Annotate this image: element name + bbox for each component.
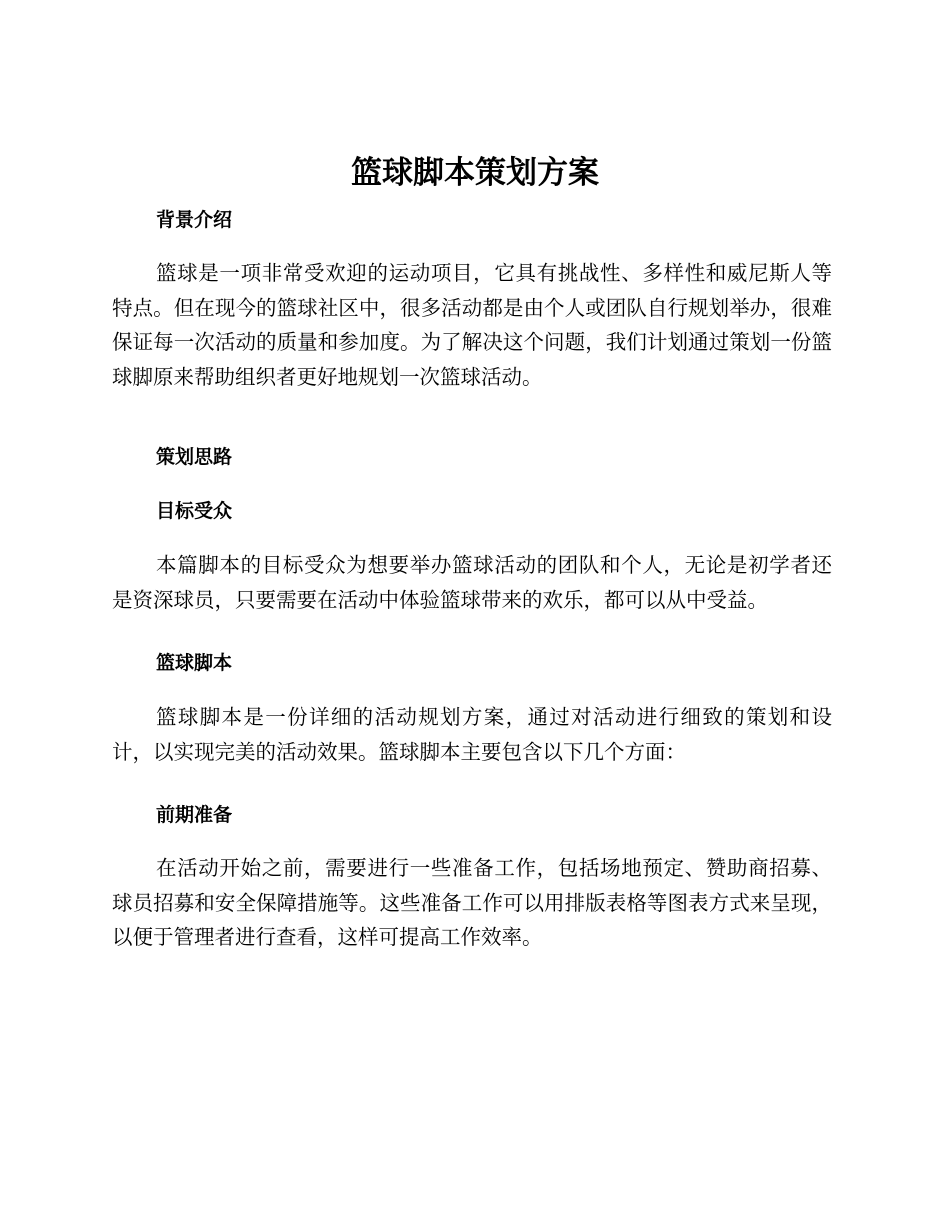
section-heading-background: 背景介绍 [156,209,233,231]
section-heading-preparation: 前期准备 [156,804,233,826]
section-paragraph-preparation: 在活动开始之前，需要进行一些准备工作，包括场地预定、赞助商招募、球员招募和安全保障措施等。这些准备工作可以用排版表格等图表方式来呈现，以便于管理者进行查看，这样可提高工作效率。 [112,856,832,949]
section-heading-basketball-script: 篮球脚本 [156,652,233,674]
section-paragraph-basketball-script: 篮球脚本是一份详细的活动规划方案，通过对活动进行细致的策划和设计，以实现完美的活动效果。篮球脚本主要包含以下几个方面： [112,705,832,764]
section-paragraph-background: 篮球是一项非常受欢迎的运动项目，它具有挑战性、多样性和威尼斯人等特点。但在现今的篮球社区中，很多活动都是由个人或团队自行规划举办，很难保证每一次活动的质量和参加度。为了解决这个问题，我们计划通过策划一份篮球脚原来帮助组织者更好地规划一次篮球活动。 [112,261,832,389]
section-paragraph-target-audience: 本篇脚本的目标受众为想要举办篮球活动的团队和个人，无论是初学者还是资深球员，只要需要在活动中体验篮球带来的欢乐，都可以从中受益。 [112,553,832,612]
page-title: 篮球脚本策划方案 [351,155,599,191]
section-heading-planning-idea: 策划思路 [156,446,233,468]
section-heading-target-audience: 目标受众 [156,500,233,522]
